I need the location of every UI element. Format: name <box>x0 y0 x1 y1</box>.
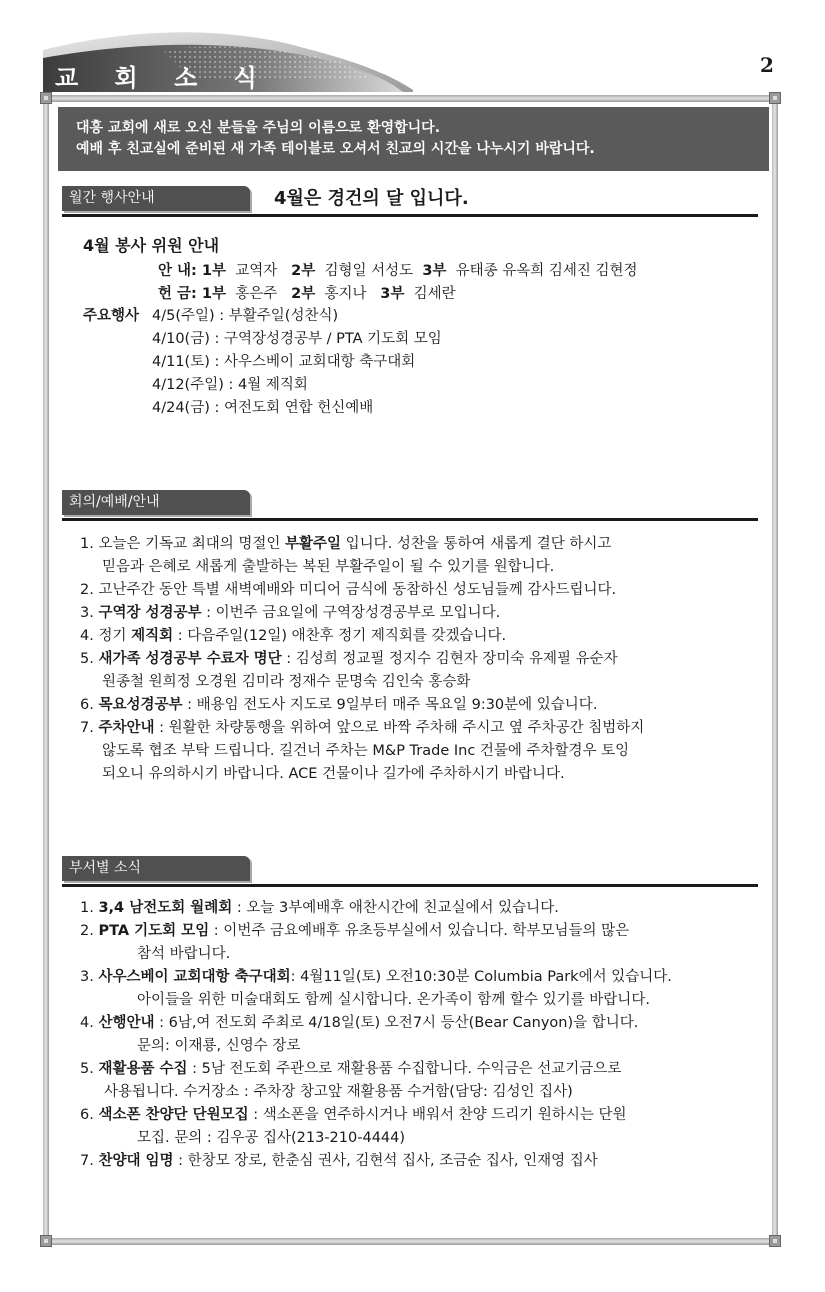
department-news-item: 4. 산행안내 : 6남,여 전도회 주최로 4/18일(토) 오전7시 등산(Bear Canyon)을 합니다. <box>80 1015 639 1031</box>
announcement-continuation: 믿음과 은혜로 새롭게 출발하는 복된 부활주일이 될 수 있기를 원합니다. <box>102 559 555 575</box>
section-tab-monthly: 월간 행사안내 <box>62 186 250 211</box>
event-item: 4/10(금) : 구역장성경공부 / PTA 기도회 모임 <box>152 331 442 347</box>
frame-corner-ornament <box>40 1235 52 1247</box>
frame-right-border <box>772 95 778 1245</box>
section-divider <box>62 214 758 217</box>
department-news-item: 7. 찬양대 임명 : 한창모 장로, 한춘심 권사, 김현석 집사, 조금순 집사, 인재영 집사 <box>80 1153 598 1169</box>
section-divider <box>62 518 758 521</box>
announcement-item: 7. 주차안내 : 원활한 차량통행을 위하여 앞으로 바짝 주차해 주시고 옆 주차공간 침범하지 <box>80 720 645 736</box>
announcement-continuation: 않도록 협조 부탁 드립니다. 길건너 주차는 M&P Trade Inc 건물에 주차할경우 토잉 <box>102 743 630 759</box>
department-news-continuation: 문의: 이재룡, 신영수 장로 <box>137 1038 301 1054</box>
frame-corner-ornament <box>769 92 781 104</box>
section-title: 교 회 소 식 <box>55 63 271 92</box>
page-number: 2 <box>760 53 774 77</box>
section-tab-meetings: 회의/예배/안내 <box>62 490 250 515</box>
frame-top-border <box>43 95 778 102</box>
department-news-item: 1. 3,4 남전도회 월례회 : 오늘 3부예배후 애찬시간에 친교실에서 있습니다. <box>80 900 559 916</box>
event-item: 4/12(주일) : 4월 제직회 <box>152 377 308 393</box>
department-news-continuation: 아이들을 위한 미술대회도 함께 실시합니다. 온가족이 함께 할수 있기를 바랍니다. <box>137 992 650 1008</box>
section-divider <box>62 884 758 887</box>
major-events-label: 주요행사 <box>83 308 140 324</box>
frame-corner-ornament <box>769 1235 781 1247</box>
department-news-item: 5. 재활용품 수집 : 5남 전도회 주관으로 재활용품 수집합니다. 수익금은 선교기금으로 <box>80 1061 622 1077</box>
service-committee-title: 4월 봉사 위원 안내 <box>83 236 220 255</box>
department-news-item: 2. PTA 기도회 모임 : 이번주 금요예배후 유초등부실에서 있습니다. 학부모님들의 많은 <box>80 923 630 939</box>
welcome-message-box <box>58 107 769 171</box>
department-news-continuation: 참석 바랍니다. <box>137 946 231 962</box>
announcement-item: 3. 구역장 성경공부 : 이번주 금요일에 구역장성경공부로 모입니다. <box>80 605 501 621</box>
department-news-item: 6. 색소폰 찬양단 단원모집 : 색소폰을 연주하시거나 배워서 찬양 드리기 원하시는 단원 <box>80 1107 627 1123</box>
offering-roster-line: 헌 금: 1부 홍은주 2부 홍지나 3부 김세란 <box>158 286 456 302</box>
event-item: 4/24(금) : 여전도회 연합 헌신예배 <box>152 400 374 416</box>
frame-corner-ornament <box>40 92 52 104</box>
announcement-item: 4. 정기 제직회 : 다음주일(12일) 애찬후 정기 제직회를 갖겠습니다. <box>80 628 507 644</box>
announcement-item: 1. 오늘은 기독교 최대의 명절인 부활주일 입니다. 성찬을 통하여 새롭게 결단 하시고 <box>80 536 612 552</box>
announcement-continuation: 원종철 원희정 오경원 김미라 정재수 문명숙 김인숙 홍승화 <box>102 674 471 690</box>
event-item: 4/5(주일) : 부활주일(성찬식) <box>152 308 339 324</box>
department-news-continuation: 사용됩니다. 수거장소 : 주차장 창고앞 재활용품 수거함(담당: 김성인 집사) <box>104 1084 573 1100</box>
guide-roster-line: 안 내: 1부 교역자 2부 김형일 서성도 3부 유태종 유옥희 김세진 김현정 <box>158 263 638 279</box>
frame-bottom-border <box>43 1238 778 1245</box>
frame-left-border <box>43 95 49 1245</box>
event-item: 4/11(토) : 사우스베이 교회대항 축구대회 <box>152 354 416 370</box>
month-theme-headline: 4월은 경건의 달 입니다. <box>274 188 469 209</box>
department-news-item: 3. 사우스베이 교회대항 축구대회: 4월11일(토) 오전10:30분 Columbia Park에서 있습니다. <box>80 969 672 985</box>
section-tab-departments: 부서별 소식 <box>62 856 250 881</box>
announcement-item: 2. 고난주간 동안 특별 새벽예배와 미디어 금식에 동참하신 성도님들께 감사드립니다. <box>80 582 617 598</box>
announcement-item: 6. 목요성경공부 : 배용임 전도사 지도로 9일부터 매주 목요일 9:30분에 있습니다. <box>80 697 598 713</box>
department-news-continuation: 모집. 문의 : 김우공 집사(213-210-4444) <box>137 1130 406 1146</box>
welcome-line: 대흥 교회에 새로 오신 분들을 주님의 이름으로 환영합니다. <box>76 120 441 136</box>
announcement-item: 5. 새가족 성경공부 수료자 명단 : 김성희 정교필 정지수 김현자 장미숙 유제필 유순자 <box>80 651 618 667</box>
announcement-continuation: 되오니 유의하시기 바랍니다. ACE 건물이나 길가에 주차하시기 바랍니다. <box>102 766 565 782</box>
welcome-line: 예배 후 친교실에 준비된 새 가족 테이블로 오셔서 친교의 시간을 나누시기 바랍니다. <box>76 141 595 157</box>
